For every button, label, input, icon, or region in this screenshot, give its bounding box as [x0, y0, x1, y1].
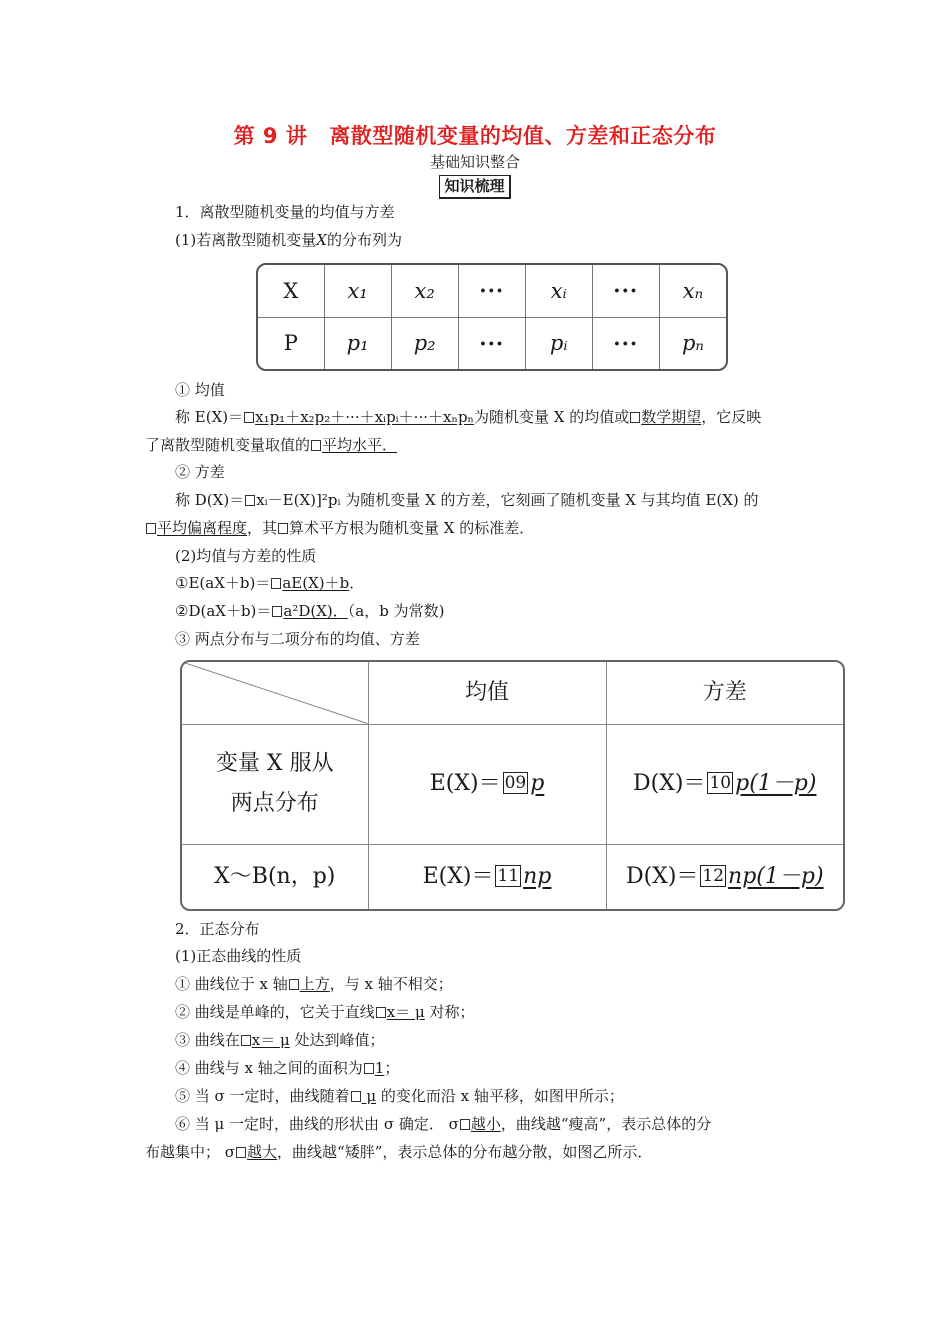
cell-binomial-mean [368, 844, 606, 909]
table-row [182, 724, 843, 844]
badge-container [0, 175, 950, 199]
text: (1)若离散型随机变量 [175, 231, 317, 249]
table-row [258, 317, 726, 369]
text: ． [349, 574, 365, 592]
text: ，它反映 [701, 408, 762, 426]
text: 对称； [424, 1003, 475, 1021]
page-title [0, 120, 950, 150]
text: 了离散型随机变量取值的 [145, 436, 311, 454]
text: ，曲线越“矮胖”，表示总体的分布越分散，如图乙所示． [277, 1143, 653, 1161]
answer-text: x＝ μ [251, 1031, 290, 1049]
text: ，与 x 轴不相交； [329, 975, 453, 993]
text: 称 D(X)＝ [175, 491, 245, 509]
answer-text: 平均偏离程度 [157, 519, 248, 537]
answer-text: 1 [374, 1059, 385, 1077]
blank-box [311, 440, 321, 451]
section-2-1: (1)正态曲线的性质 [175, 947, 302, 965]
property-3: ③ 两点分布与二项分布的均值、方差 [175, 630, 420, 648]
text: ]²pᵢ 为随机变量 X 的方差，它刻画了随机变量 X 与其均值 E(X) 的 [316, 491, 759, 509]
table-cell: P [258, 317, 324, 369]
table-cell: pₙ [659, 317, 726, 369]
text: ⑥ 当 μ 一定时，曲线的形状由 σ 确定． σ [175, 1115, 459, 1133]
property-1 [175, 573, 845, 593]
var-x: X [316, 231, 327, 249]
answer-text: np(1－p) [728, 863, 824, 889]
normal-property-4 [175, 1058, 845, 1078]
normal-property-5 [175, 1086, 845, 1106]
cell-two-point-variance [606, 724, 843, 844]
distribution-table [256, 263, 728, 371]
answer-text: 越小 [470, 1115, 501, 1133]
blank-box [244, 412, 254, 423]
blank-box [278, 523, 288, 534]
table-cell: pᵢ [525, 317, 592, 369]
formula: E(X)＝ [429, 771, 501, 796]
blank-box [630, 412, 640, 423]
answer-text: μ [361, 1087, 377, 1105]
formula: D(X)＝ [633, 771, 706, 796]
text: （a，b 为常数) [347, 602, 445, 620]
table-cell: x₁ [324, 265, 391, 317]
answer-text: p(1－p) [735, 771, 817, 796]
table-cell: ··· [458, 265, 525, 317]
section-subtitle: 基础知识整合 [429, 153, 520, 171]
text: ④ 曲线与 x 轴之间的面积为 [175, 1059, 363, 1077]
answer-text: 上方 [299, 975, 330, 993]
answer-text: 数学期望 [641, 408, 702, 426]
blank-box [351, 1091, 361, 1102]
property-2 [175, 601, 845, 621]
answer-number-box: 09 [504, 773, 527, 793]
header-mean: 均值 [368, 662, 606, 724]
table-row [258, 265, 726, 317]
blank-box [376, 1007, 386, 1018]
knowledge-badge: 知识梳理 [439, 175, 510, 199]
text: ① 曲线位于 x 轴 [175, 975, 288, 993]
blank-box [289, 979, 299, 990]
section-2-heading: 2．正态分布 [175, 920, 260, 938]
cell-two-point-mean [368, 724, 606, 844]
table-cell: xₙ [659, 265, 726, 317]
table-cell: p₁ [324, 317, 391, 369]
blank-box [241, 1035, 251, 1046]
normal-property-6 [175, 1114, 845, 1134]
answer-number-box: 11 [497, 865, 520, 886]
title-lecture-number: 第 9 讲 [233, 124, 308, 148]
cell-binomial-variance [606, 844, 843, 909]
title-topic: 离散型随机变量的均值、方差和正态分布 [329, 124, 717, 148]
table-cell: X [258, 265, 324, 317]
row-label-two-point [182, 724, 368, 844]
table-cell: p₂ [391, 317, 458, 369]
blank-box [236, 1147, 246, 1158]
variance-definition [175, 490, 845, 510]
text: 称 E(X)＝ [175, 408, 244, 426]
mean-definition [175, 407, 845, 427]
distribution-summary-table [180, 660, 845, 911]
text: ； [384, 1059, 400, 1077]
text: ，其 [247, 519, 278, 537]
table-cell: ··· [592, 265, 659, 317]
text: ，曲线越“瘦高”，表示总体的分 [500, 1115, 712, 1133]
table-cell: x₂ [391, 265, 458, 317]
section-1-heading: 1．离散型随机变量的均值与方差 [175, 203, 395, 221]
table-row [182, 844, 843, 909]
answer-number-box: 10 [709, 773, 732, 793]
text: 的分布列为 [326, 231, 402, 249]
table-cell: ··· [458, 317, 525, 369]
variance-definition-cont [145, 518, 815, 538]
table-cell: xᵢ [525, 265, 592, 317]
answer-text: p [530, 771, 545, 796]
text: 处达到峰值； [289, 1031, 385, 1049]
text: ⑤ 当 σ 一定时，曲线随着 [175, 1087, 350, 1105]
diagonal-header-cell [182, 662, 368, 724]
answer-text: np [523, 863, 552, 889]
blank-box [460, 1119, 470, 1130]
answer-text: aE(X)＋b [282, 574, 350, 592]
answer-text: xᵢ－E(X) [256, 491, 316, 509]
formula: E(X)＝ [422, 863, 494, 889]
text: ②D(aX＋b)＝ [175, 602, 272, 620]
normal-property-3 [175, 1030, 845, 1050]
text: ② 曲线是单峰的，它关于直线 [175, 1003, 375, 1021]
text: 布越集中； σ [145, 1143, 236, 1161]
answer-text: x＝ μ [386, 1003, 425, 1021]
answer-text: a²D(X)． [283, 602, 348, 620]
blank-box [271, 578, 281, 589]
answer-text: 平均水平． [322, 436, 398, 454]
formula: D(X)＝ [625, 863, 699, 889]
text: 为随机变量 X 的均值或 [474, 408, 630, 426]
label-line: 变量 X 服从 [215, 751, 334, 776]
header-variance: 方差 [606, 662, 843, 724]
text: 的变化而沿 x 轴平移，如图甲所示； [376, 1087, 624, 1105]
answer-text: x₁p₁＋x₂p₂＋···＋xᵢpᵢ＋···＋xₙpₙ [255, 408, 475, 426]
normal-property-6-cont [145, 1142, 815, 1162]
answer-number-box: 12 [702, 865, 725, 886]
blank-box [272, 606, 282, 617]
label-line: 两点分布 [230, 791, 319, 816]
blank-box [146, 523, 156, 534]
row-label-binomial: X～B(n，p) [182, 844, 368, 909]
text: ③ 曲线在 [175, 1031, 240, 1049]
blank-box [364, 1063, 374, 1074]
table-cell: ··· [592, 317, 659, 369]
properties-heading: (2)均值与方差的性质 [175, 547, 317, 565]
answer-text: 越大 [247, 1143, 278, 1161]
text: 算术平方根为随机变量 X 的标准差． [289, 519, 535, 537]
normal-property-1 [175, 974, 845, 994]
mean-heading: ① 均值 [175, 381, 225, 399]
text: ①E(aX＋b)＝ [175, 574, 271, 592]
variance-heading: ② 方差 [175, 463, 225, 481]
section-1-1 [175, 230, 845, 250]
mean-definition-cont [145, 435, 815, 455]
blank-box [245, 495, 255, 506]
normal-property-2 [175, 1002, 845, 1022]
diagonal-line [182, 662, 368, 724]
table-row [182, 662, 843, 724]
